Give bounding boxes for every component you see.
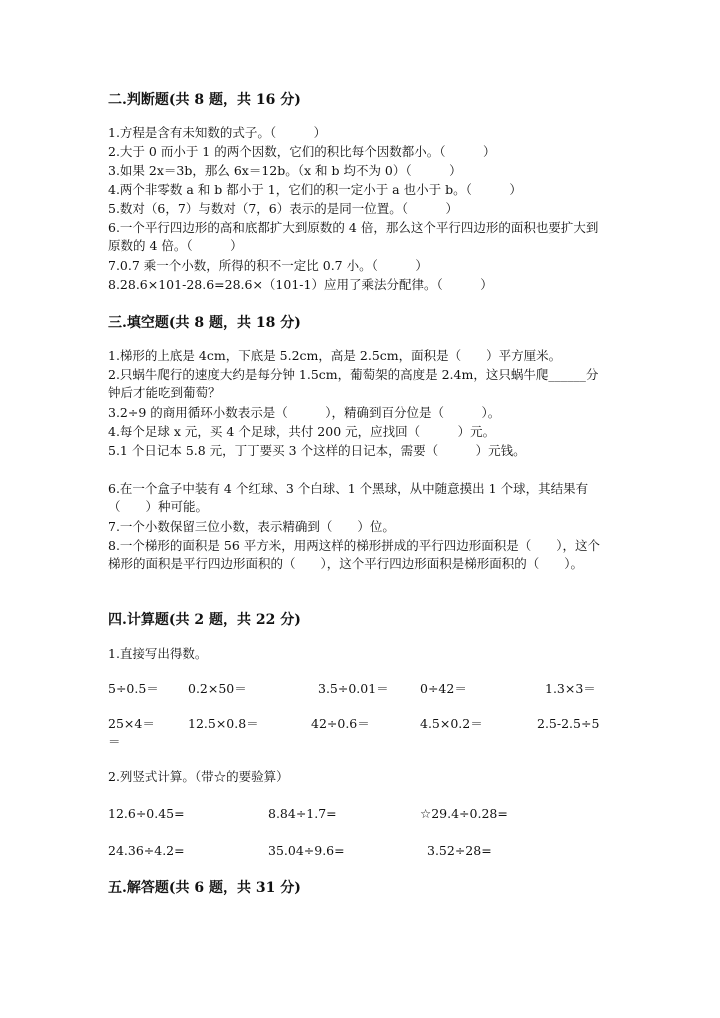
judge-item-7: 7.0.7 乘一个小数，所得的积不一定比 0.7 小。（ ） — [108, 258, 428, 273]
calc-r3-2: 8.84÷1.7= — [268, 806, 337, 821]
section-answer-title: 五.解答题(共 6 题，共 31 分) — [108, 880, 301, 896]
fill-item-3: 3.2÷9 的商用循环小数表示是（ ），精确到百分位是（ ）。 — [108, 405, 501, 420]
judge-item-5: 5.数对（6，7）与数对（7，6）表示的是同一位置。（ ） — [108, 201, 458, 216]
fill-item-4: 4.每个足球 x 元，买 4 个足球，共付 200 元，应找回（ ）元。 — [108, 424, 496, 439]
section-judge-title: 二.判断题(共 8 题，共 16 分) — [108, 92, 301, 108]
fill-item-6: 6.在一个盒子中装有 4 个红球、3 个白球、1 个黑球，从中随意摸出 1 个球，其结果有（ ）种可能。 — [108, 481, 589, 514]
fill-item-8: 8.一个梯形的面积是 56 平方米，用两这样的梯形拼成的平行四边形面积是（ ），这个梯形的面积是平行四边形面积的（ ），这个平行四边形面积是梯形面积的（ ）。 — [108, 538, 601, 571]
judge-item-6: 6.一个平行四边形的高和底都扩大到原数的 4 倍，那么这个平行四边形的面积也要扩大到原数的 4 倍。（ ） — [108, 220, 599, 253]
calc-q1-title: 1.直接写出得数。 — [108, 646, 208, 661]
calc-r2-3: 42÷0.6＝ — [311, 716, 370, 731]
calc-r1-5: 1.3×3＝ — [545, 681, 596, 696]
calc-r2-2: 12.5×0.8＝ — [188, 716, 259, 731]
judge-item-2: 2.大于 0 而小于 1 的两个因数，它们的积比每个因数都小。（ ） — [108, 144, 496, 159]
calc-r4-3: 3.52÷28= — [427, 843, 492, 858]
calc-r3-3: ☆29.4÷0.28= — [420, 806, 508, 821]
calc-r1-4: 0÷42＝ — [420, 681, 467, 696]
judge-item-1: 1.方程是含有未知数的式子。（ ） — [108, 125, 327, 140]
fill-item-7: 7.一个小数保留三位小数，表示精确到（ ）位。 — [108, 519, 395, 534]
calc-r1-1: 5÷0.5＝ — [108, 681, 159, 696]
calc-r2-1: 25×4＝ — [108, 716, 155, 731]
fill-item-5: 5.1 个日记本 5.8 元，丁丁要买 3 个这样的日记本，需要（ ）元钱。 — [108, 443, 526, 458]
fill-item-1: 1.梯形的上底是 4cm，下底是 5.2cm，高是 2.5cm，面积是（ ）平方厘米。 — [108, 348, 562, 363]
fill-item-2: 2.只蜗牛爬行的速度大约是每分钟 1.5cm，葡萄架的高度是 2.4m，这只蜗牛爬______分钟后才能吃到葡萄？ — [108, 367, 599, 400]
calc-r4-1: 24.36÷4.2= — [108, 843, 185, 858]
section-calc-title: 四.计算题(共 2 题，共 22 分) — [108, 612, 301, 628]
judge-item-4: 4.两个非零数 a 和 b 都小于 1，它们的积一定小于 a 也小于 b。（ ） — [108, 182, 522, 197]
judge-item-8: 8.28.6×101-28.6=28.6×（101-1）应用了乘法分配律。（ ） — [108, 277, 493, 292]
calc-r2-tail: ＝ — [108, 734, 121, 749]
judge-item-3: 3.如果 2x＝3b，那么 6x＝12b。（x 和 b 均不为 0）（ ） — [108, 163, 462, 178]
calc-r1-3: 3.5÷0.01＝ — [318, 681, 389, 696]
calc-r4-2: 35.04÷9.6= — [268, 843, 345, 858]
section-fill-title: 三.填空题(共 8 题，共 18 分) — [108, 315, 301, 331]
calc-r1-2: 0.2×50＝ — [188, 681, 247, 696]
calc-r3-1: 12.6÷0.45= — [108, 806, 185, 821]
calc-r2-4: 4.5×0.2＝ — [420, 716, 483, 731]
calc-r2-5: 2.5-2.5÷5 — [537, 716, 600, 731]
calc-q2-title: 2.列竖式计算。（带☆的要验算） — [108, 769, 289, 784]
